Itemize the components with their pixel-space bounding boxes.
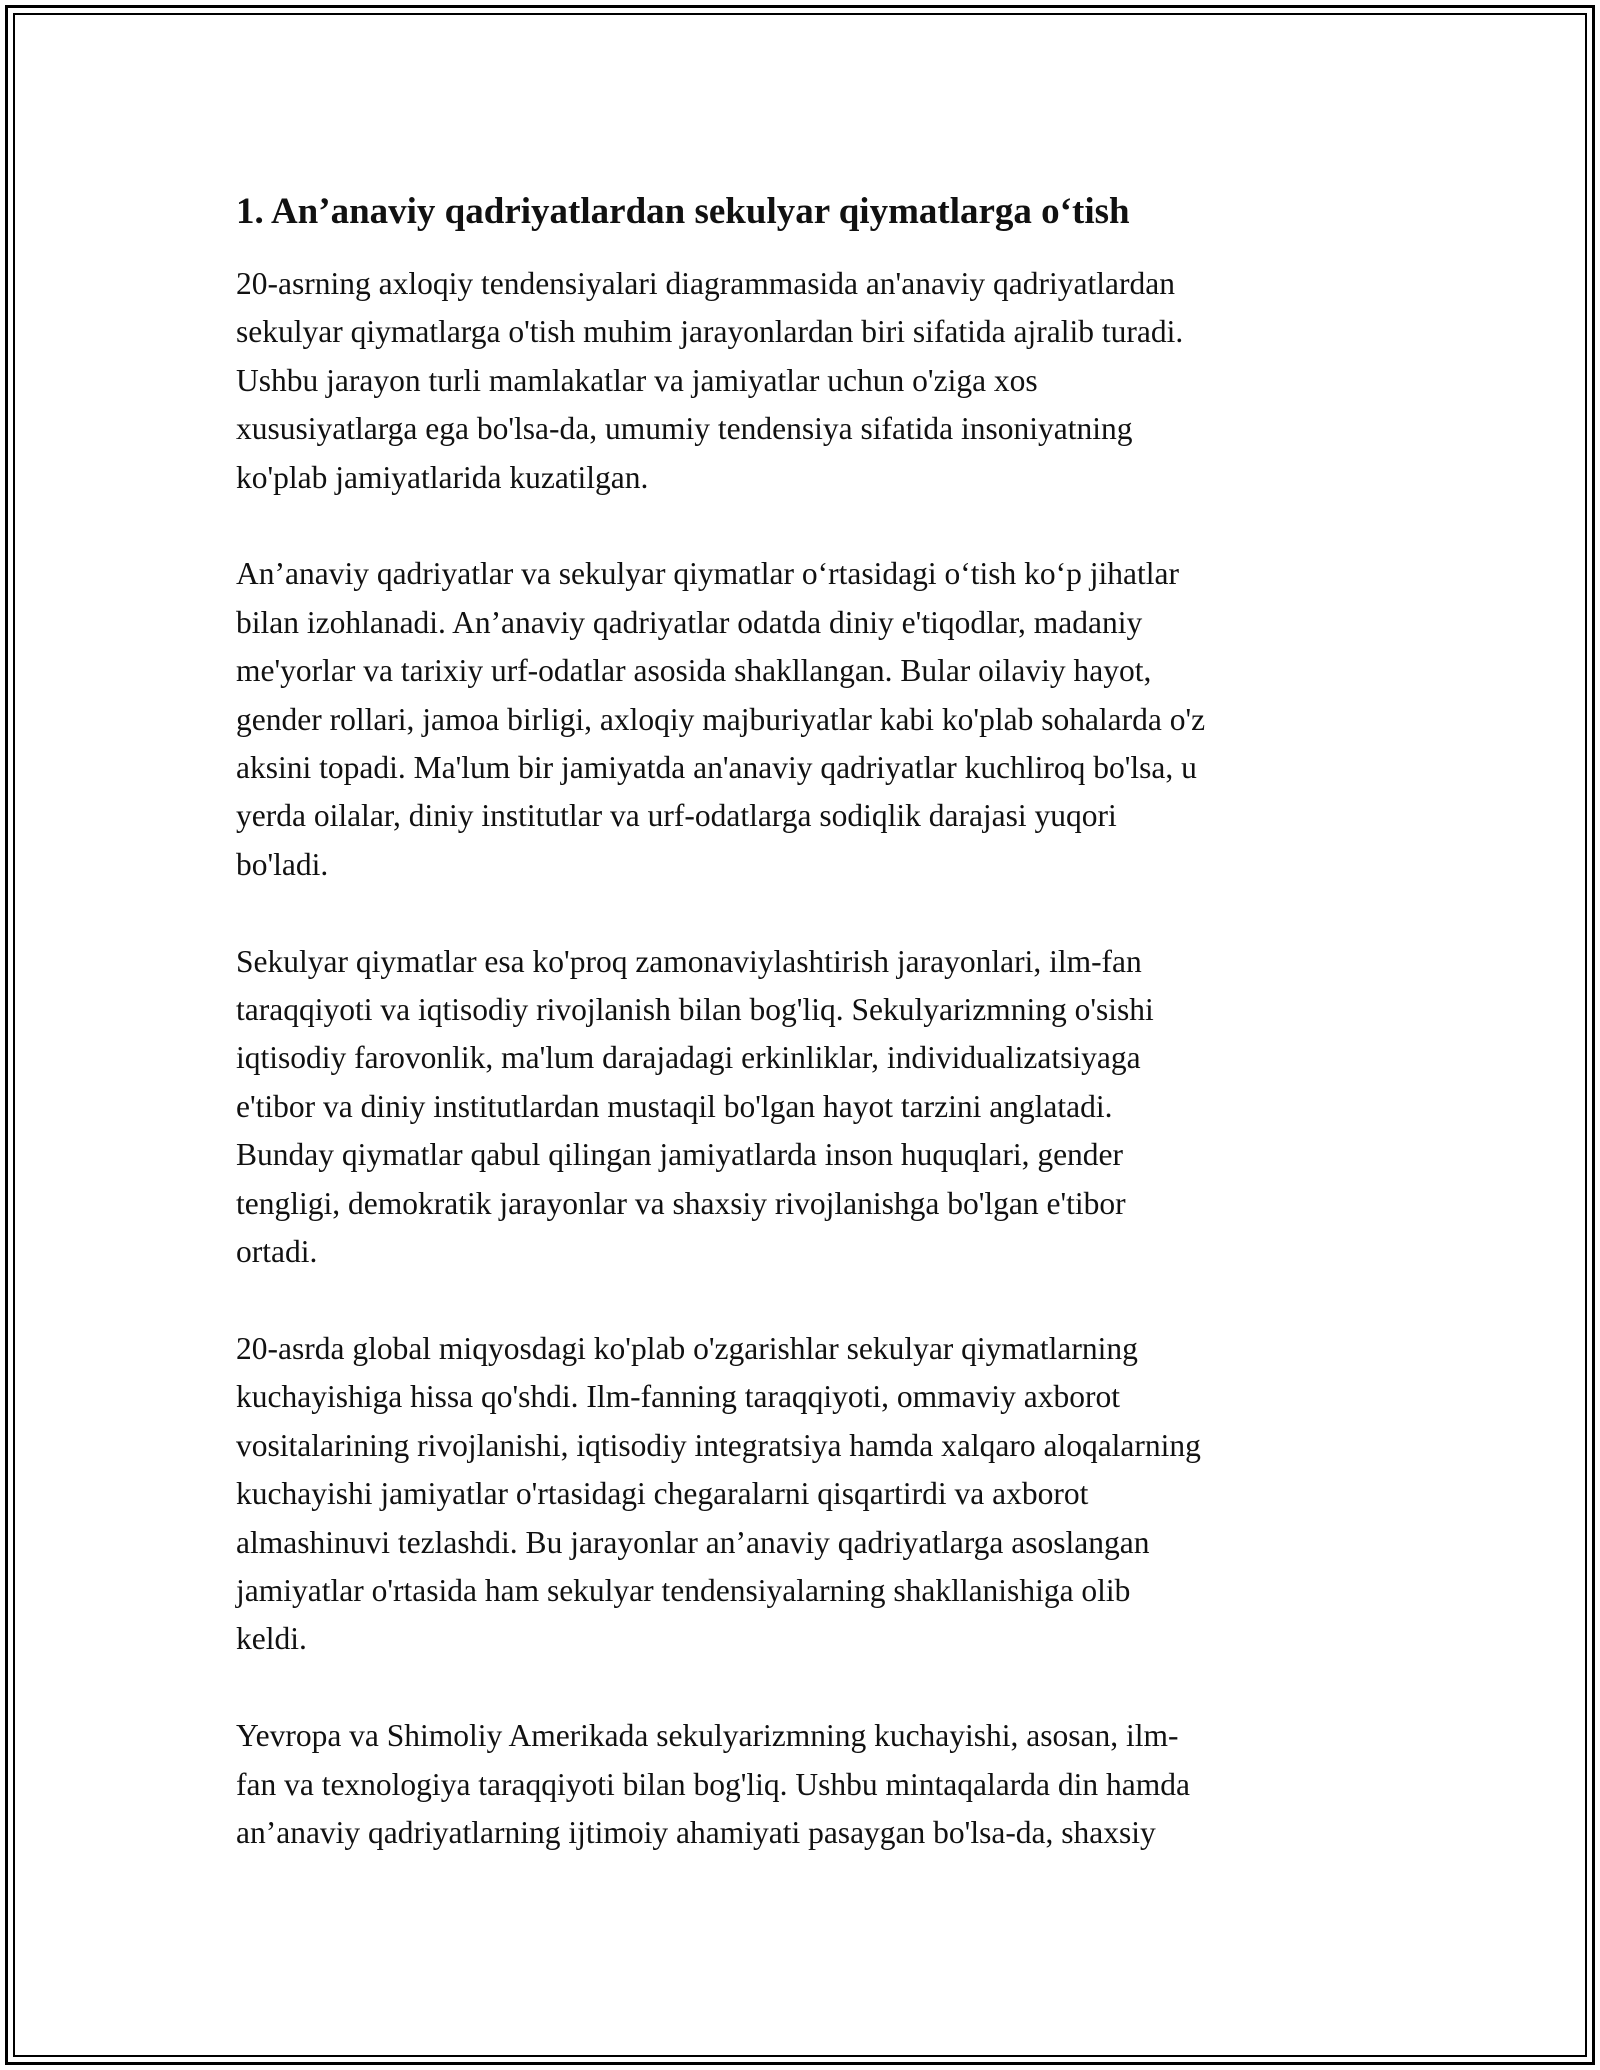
text-line: jamiyatlar o'rtasida ham sekulyar tendensiyalarning shakllanishiga olib [236,1572,1131,1608]
document-body [236,186,1376,1906]
text-line: kuchayishi jamiyatlar o'rtasidagi chegaralarni qisqartirdi va axborot [236,1476,1089,1512]
text-line: An’anaviy qadriyatlar va sekulyar qiymatlar o‘rtasidagi o‘tish ko‘p jihatlar [236,556,1179,592]
paragraph-2 [236,550,1376,889]
text-line: bilan izohlanadi. An’anaviy qadriyatlar odatda diniy e'tiqodlar, madaniy [236,604,1143,640]
paragraph-3 [236,938,1376,1277]
text-line: sekulyar qiymatlarga o'tish muhim jarayonlardan biri sifatida ajralib turadi. [236,314,1184,350]
text-line: gender rollari, jamoa birligi, axloqiy majburiyatlar kabi ko'plab sohalarda o'z [236,701,1206,737]
text-line: Bunday qiymatlar qabul qilingan jamiyatlarda inson huquqlari, gender [236,1137,1124,1173]
text-line: Ushbu jarayon turli mamlakatlar va jamiyatlar uchun o'ziga xos [236,362,1038,398]
text-line: tengligi, demokratik jarayonlar va shaxsiy rivojlanishga bo'lgan e'tibor [236,1185,1126,1221]
text-line: Yevropa va Shimoliy Amerikada sekulyarizmning kuchayishi, asosan, ilm- [236,1718,1179,1754]
text-line: ko'plab jamiyatlarida kuzatilgan. [236,459,649,495]
paragraph-4 [236,1325,1376,1664]
text-line: aksini topadi. Ma'lum bir jamiyatda an'anaviy qadriyatlar kuchliroq bo'lsa, u [236,750,1197,786]
text-line: xususiyatlarga ega bo'lsa-da, umumiy tendensiya sifatida insoniyatning [236,411,1133,447]
text-line: e'tibor va diniy institutlardan mustaqil bo'lgan hayot tarzini anglatadi. [236,1088,1113,1124]
text-line: bo'ladi. [236,846,329,882]
paragraph-5 [236,1712,1376,1857]
text-line: fan va texnologiya taraqqiyoti bilan bog'liq. Ushbu mintaqalarda din hamda [236,1766,1190,1802]
text-line: iqtisodiy farovonlik, ma'lum darajadagi erkinliklar, individualizatsiyaga [236,1040,1141,1076]
text-line: yerda oilalar, diniy institutlar va urf-odatlarga sodiqlik darajasi yuqori [236,798,1117,834]
text-line: an’anaviy qadriyatlarning ijtimoiy ahamiyati pasaygan bo'lsa-da, shaxsiy [236,1814,1156,1850]
text-line: me'yorlar va tarixiy urf-odatlar asosida shakllangan. Bular oilaviy hayot, [236,653,1152,689]
text-line: ortadi. [236,1234,318,1270]
paragraph-1 [236,260,1376,502]
text-line: 20-asrning axloqiy tendensiyalari diagrammasida an'anaviy qadriyatlardan [236,266,1175,301]
text-line: taraqqiyoti va iqtisodiy rivojlanish bilan bog'liq. Sekulyarizmning o'sishi [236,992,1154,1028]
text-line: 20-asrda global miqyosdagi ko'plab o'zgarishlar sekulyar qiymatlarning [236,1330,1138,1366]
text-line: Sekulyar qiymatlar esa ko'proq zamonaviylashtirish jarayonlari, ilm-fan [236,943,1142,979]
text-line: almashinuvi tezlashdi. Bu jarayonlar an’anaviy qadriyatlarga asoslangan [236,1524,1150,1560]
section-heading: 1. An’anaviy qadriyatlardan sekulyar qiymatlarga o‘tish [236,191,1130,232]
text-line: vositalarining rivojlanishi, iqtisodiy integratsiya hamda xalqaro aloqalarning [236,1427,1201,1463]
text-line: keldi. [236,1621,307,1657]
text-line: kuchayishiga hissa qo'shdi. Ilm-fanning taraqqiyoti, ommaviy axborot [236,1379,1121,1415]
